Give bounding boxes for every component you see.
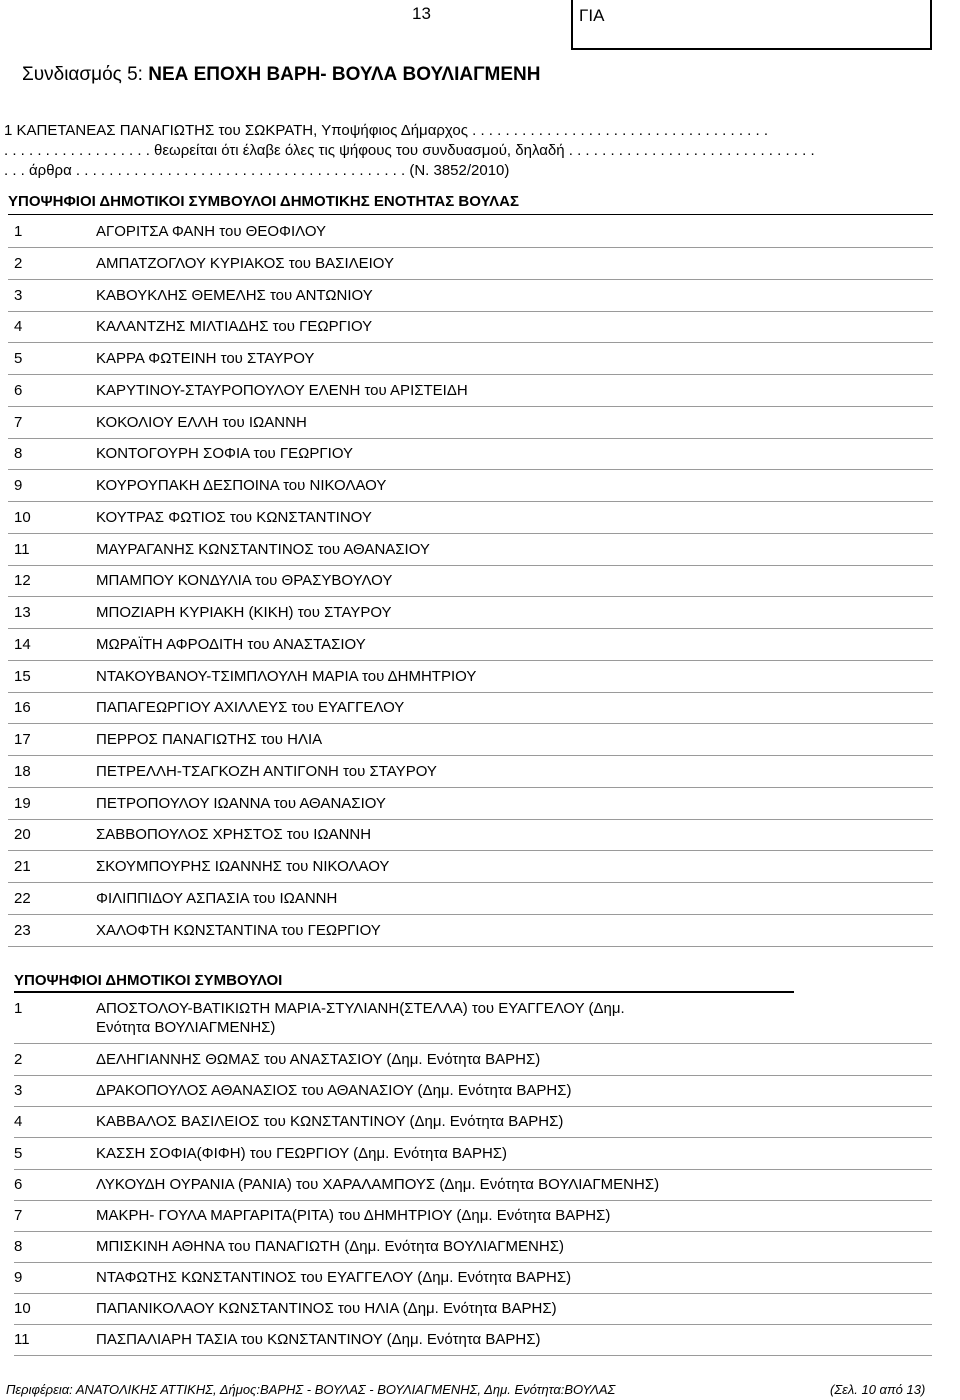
candidate-number: 11 bbox=[14, 540, 30, 558]
row-divider bbox=[8, 946, 933, 947]
candidate-number: 23 bbox=[14, 921, 31, 939]
coalition-name: ΝΕΑ ΕΠΟΧΗ ΒΑΡΗ- ΒΟΥΛΑ ΒΟΥΛΙΑΓΜΕΝΗ bbox=[148, 64, 541, 85]
candidate-number: 22 bbox=[14, 889, 31, 907]
candidate-name: ΜΠΟΖΙΑΡΗ ΚΥΡΙΑΚΗ (ΚΙΚΗ) του ΣΤΑΥΡΟΥ bbox=[96, 604, 392, 621]
row-divider bbox=[8, 819, 933, 820]
candidate-name: ΦΙΛΙΠΠΙΔΟΥ ΑΣΠΑΣΙΑ του ΙΩΑΝΝΗ bbox=[96, 889, 338, 907]
candidate-name: ΑΜΠΑΤΖΟΓΛΟΥ ΚΥΡΙΑΚΟΣ του ΒΑΣΙΛΕΙΟΥ bbox=[96, 254, 394, 272]
row-divider bbox=[8, 501, 933, 502]
row-divider bbox=[14, 1106, 932, 1107]
candidate-number: 12 bbox=[14, 572, 31, 590]
row-divider bbox=[14, 1355, 932, 1356]
row-divider bbox=[8, 628, 933, 629]
candidate-number: 14 bbox=[14, 635, 31, 653]
candidate-number: 5 bbox=[14, 1145, 23, 1162]
row-divider bbox=[8, 596, 933, 597]
mayor-candidate-line: 1 ΚΑΠΕΤΑΝΕΑΣ ΠΑΝΑΓΙΩΤΗΣ του ΣΩΚΡΑΤΗ, Υποψήφιος Δήμαρχος . . . . . . . . . . . . . . . . . . . . . . . . . . . . . . . . . . . . bbox=[4, 122, 769, 139]
candidate-name: ΧΑΛΟΦΤΗ ΚΩΝΣΤΑΝΤΙΝΑ του ΓΕΩΡΓΙΟΥ bbox=[96, 921, 381, 939]
candidate-name: ΝΤΑΦΩΤΗΣ ΚΩΝΣΤΑΝΤΙΝΟΣ του ΕΥΑΓΓΕΛΟΥ (Δημ. Ενότητα ΒΑΡΗΣ) bbox=[96, 1269, 572, 1286]
candidate-name: ΚΟΝΤΟΓΟΥΡΗ ΣΟΦΙΑ του ΓΕΩΡΓΙΟΥ bbox=[96, 445, 354, 463]
candidate-number: 10 bbox=[14, 1300, 31, 1317]
row-divider bbox=[8, 311, 933, 312]
row-divider bbox=[8, 850, 933, 851]
row-divider bbox=[8, 914, 933, 915]
candidate-number: 5 bbox=[14, 350, 23, 367]
candidate-number: 1 bbox=[14, 1000, 23, 1017]
row-divider bbox=[14, 1169, 932, 1170]
candidate-number: 7 bbox=[14, 413, 23, 431]
candidate-name: ΣΚΟΥΜΠΟΥΡΗΣ ΙΩΑΝΝΗΣ του ΝΙΚΟΛΑΟΥ bbox=[96, 858, 390, 875]
page-number: 13 bbox=[412, 4, 431, 23]
candidate-name: ΜΩΡΑΪΤΗ ΑΦΡΟΔΙΤΗ του ΑΝΑΣΤΑΣΙΟΥ bbox=[96, 635, 366, 653]
candidate-number: 1 bbox=[14, 223, 23, 240]
row-divider bbox=[8, 565, 933, 566]
candidate-number: 4 bbox=[14, 1113, 23, 1130]
row-divider bbox=[14, 1293, 932, 1294]
candidate-name: ΚΑΡΡΑ ΦΩΤΕΙΝΗ του ΣΤΑΥΡΟΥ bbox=[96, 350, 315, 367]
candidate-name: ΑΠΟΣΤΟΛΟΥ-ΒΑΤΙΚΙΩΤΗ ΜΑΡΙΑ-ΣΤΥΛΙΑΝΗ(ΣΤΕΛΛΑ) του ΕΥΑΓΓΕΛΟΥ (Δημ. bbox=[96, 1000, 625, 1017]
footer-page-indicator: (Σελ. 10 από 13) bbox=[830, 1382, 926, 1397]
candidate-name: ΜΠΙΣΚΙΝΗ ΑΘΗΝΑ του ΠΑΝΑΓΙΩΤΗ (Δημ. Ενότητα ΒΟΥΛΙΑΓΜΕΝΗΣ) bbox=[96, 1238, 564, 1255]
row-divider bbox=[8, 279, 933, 280]
candidate-number: 16 bbox=[14, 699, 31, 717]
candidate-name-continued: Ενότητα ΒΟΥΛΙΑΓΜΕΝΗΣ) bbox=[96, 1019, 276, 1036]
row-divider bbox=[8, 374, 933, 375]
candidate-number: 6 bbox=[14, 1176, 23, 1193]
candidate-name: ΣΑΒΒΟΠΟΥΛΟΣ ΧΡΗΣΤΟΣ του ΙΩΑΝΝΗ bbox=[96, 826, 372, 844]
candidate-name: ΠΕΤΡΕΛΛΗ-ΤΣΑΓΚΟΖΗ ΑΝΤΙΓΟΝΗ του ΣΤΑΥΡΟΥ bbox=[96, 762, 437, 780]
row-divider bbox=[14, 1200, 932, 1201]
candidate-name: ΚΟΚΟΛΙΟΥ ΕΛΛΗ του ΙΩΑΝΝΗ bbox=[96, 413, 307, 431]
candidate-name: ΚΑΒΟΥΚΛΗΣ ΘΕΜΕΛΗΣ του ΑΝΤΩΝΙΟΥ bbox=[96, 286, 373, 304]
candidate-name: ΠΑΠΑΝΙΚΟΛΑΟΥ ΚΩΝΣΤΑΝΤΙΝΟΣ του ΗΛΙΑ (Δημ. Ενότητα ΒΑΡΗΣ) bbox=[96, 1300, 557, 1317]
row-divider bbox=[8, 882, 933, 883]
candidate-number: 7 bbox=[14, 1207, 23, 1224]
candidate-name: ΚΑΛΑΝΤΖΗΣ ΜΙΛΤΙΑΔΗΣ του ΓΕΩΡΓΙΟΥ bbox=[96, 318, 373, 336]
section-divider bbox=[14, 991, 794, 993]
row-divider bbox=[14, 1075, 932, 1076]
candidate-name: ΜΑΥΡΑΓΑΝΗΣ ΚΩΝΣΤΑΝΤΙΝΟΣ του ΑΘΑΝΑΣΙΟΥ bbox=[96, 540, 430, 558]
coalition-prefix: Συνδιασμός 5: bbox=[22, 64, 149, 85]
candidate-number: 13 bbox=[14, 604, 31, 621]
candidate-number: 21 bbox=[14, 858, 31, 875]
row-divider bbox=[8, 406, 933, 407]
row-divider bbox=[8, 469, 933, 470]
candidate-name: ΔΕΛΗΓΙΑΝΝΗΣ ΘΩΜΑΣ του ΑΝΑΣΤΑΣΙΟΥ (Δημ. Ενότητα ΒΑΡΗΣ) bbox=[96, 1051, 541, 1068]
candidate-number: 4 bbox=[14, 318, 23, 336]
ga-box bbox=[571, 0, 932, 50]
row-divider bbox=[8, 438, 933, 439]
candidate-name: ΔΡΑΚΟΠΟΥΛΟΣ ΑΘΑΝΑΣΙΟΣ του ΑΘΑΝΑΣΙΟΥ (Δημ. Ενότητα ΒΑΡΗΣ) bbox=[96, 1082, 572, 1099]
candidate-name: ΑΓΟΡΙΤΣΑ ΦΑΝΗ του ΘΕΟΦΙΛΟΥ bbox=[96, 223, 327, 240]
candidate-number: 3 bbox=[14, 1082, 23, 1099]
section-heading-councillors: ΥΠΟΨΗΦΙΟΙ ΔΗΜΟΤΙΚΟΙ ΣΥΜΒΟΥΛΟΙ bbox=[14, 972, 283, 989]
candidate-name: ΜΠΑΜΠΟΥ ΚΟΝΔΥΛΙΑ του ΘΡΑΣΥΒΟΥΛΟΥ bbox=[96, 572, 393, 590]
row-divider bbox=[14, 1324, 932, 1325]
law-reference-line: . . . άρθρα . . . . . . . . . . . . . . . . . . . . . . . . . . . . . . . . . . . . . . . . (Ν. 3852/2010) bbox=[4, 162, 510, 179]
candidate-name: ΚΑΡΥΤΙΝΟΥ-ΣΤΑΥΡΟΠΟΥΛΟΥ ΕΛΕΝΗ του ΑΡΙΣΤΕΙΔΗ bbox=[96, 381, 468, 399]
candidate-number: 2 bbox=[14, 1051, 23, 1068]
candidate-number: 9 bbox=[14, 477, 23, 494]
candidate-name: ΚΑΣΣΗ ΣΟΦΙΑ(ΦΙΦΗ) του ΓΕΩΡΓΙΟΥ (Δημ. Ενότητα ΒΑΡΗΣ) bbox=[96, 1145, 508, 1162]
candidate-name: ΜΑΚΡΗ- ΓΟΥΛΑ ΜΑΡΓΑΡΙΤΑ(ΡΙΤΑ) του ΔΗΜΗΤΡΙΟΥ (Δημ. Ενότητα ΒΑΡΗΣ) bbox=[96, 1207, 611, 1224]
candidate-number: 6 bbox=[14, 381, 23, 399]
candidate-number: 11 bbox=[14, 1331, 30, 1348]
candidate-number: 2 bbox=[14, 254, 23, 272]
row-divider bbox=[14, 1262, 932, 1263]
row-divider bbox=[8, 533, 933, 534]
candidate-name: ΠΕΤΡΟΠΟΥΛΟΥ ΙΩΑΝΝΑ του ΑΘΑΝΑΣΙΟΥ bbox=[96, 794, 386, 812]
candidate-name: ΚΟΥΤΡΑΣ ΦΩΤΙΟΣ του ΚΩΝΣΤΑΝΤΙΝΟΥ bbox=[96, 508, 372, 526]
footer-region-text: Περιφέρεια: ΑΝΑΤΟΛΙΚΗΣ ΑΤΤΙΚΗΣ, Δήμος:ΒΑΡΗΣ - ΒΟΥΛΑΣ - ΒΟΥΛΙΑΓΜΕΝΗΣ, Δημ. Ενότητα:ΒΟΥΛΑΣ bbox=[6, 1382, 616, 1397]
row-divider bbox=[14, 1137, 932, 1138]
candidate-number: 17 bbox=[14, 731, 31, 748]
section-divider bbox=[8, 214, 933, 215]
row-divider bbox=[8, 247, 933, 248]
candidate-number: 8 bbox=[14, 445, 23, 463]
ga-label: ΓΙΑ bbox=[579, 6, 605, 25]
candidate-name: ΠΑΣΠΑΛΙΑΡΗ ΤΑΣΙΑ του ΚΩΝΣΤΑΝΤΙΝΟΥ (Δημ. Ενότητα ΒΑΡΗΣ) bbox=[96, 1331, 541, 1348]
candidate-number: 18 bbox=[14, 762, 31, 780]
candidate-number: 3 bbox=[14, 286, 23, 304]
row-divider bbox=[14, 1043, 932, 1044]
row-divider bbox=[8, 660, 933, 661]
candidate-number: 20 bbox=[14, 826, 31, 844]
candidate-number: 10 bbox=[14, 508, 31, 526]
row-divider bbox=[8, 342, 933, 343]
mayor-votes-line: . . . . . . . . . . . . . . . . . . θεωρείται ότι έλαβε όλες τις ψήφους του συνδυασμού, δηλαδή . . . . . . . . . . . . . . . . . . . . . . . . . . . . . . bbox=[4, 142, 815, 159]
candidate-number: 8 bbox=[14, 1238, 23, 1255]
section-heading-voula: ΥΠΟΨΗΦΙΟΙ ΔΗΜΟΤΙΚΟΙ ΣΥΜΒΟΥΛΟΙ ΔΗΜΟΤΙΚΗΣ ΕΝΟΤΗΤΑΣ ΒΟΥΛΑΣ bbox=[8, 193, 519, 210]
row-divider bbox=[8, 723, 933, 724]
candidate-name: ΠΕΡΡΟΣ ΠΑΝΑΓΙΩΤΗΣ του ΗΛΙΑ bbox=[96, 731, 323, 748]
candidate-name: ΠΑΠΑΓΕΩΡΓΙΟΥ ΑΧΙΛΛΕΥΣ του ΕΥΑΓΓΕΛΟΥ bbox=[96, 699, 405, 717]
candidate-number: 15 bbox=[14, 667, 31, 685]
candidate-name: ΛΥΚΟΥΔΗ ΟΥΡΑΝΙΑ (ΡΑΝΙΑ) του ΧΑΡΑΛΑΜΠΟΥΣ (Δημ. Ενότητα ΒΟΥΛΙΑΓΜΕΝΗΣ) bbox=[96, 1176, 660, 1193]
row-divider bbox=[8, 692, 933, 693]
candidate-name: ΝΤΑΚΟΥΒΑΝΟΥ-ΤΣΙΜΠΛΟΥΛΗ ΜΑΡΙΑ του ΔΗΜΗΤΡΙΟΥ bbox=[96, 667, 477, 685]
row-divider bbox=[8, 755, 933, 756]
candidate-number: 19 bbox=[14, 794, 31, 812]
row-divider bbox=[8, 787, 933, 788]
candidate-name: ΚΑΒΒΑΛΟΣ ΒΑΣΙΛΕΙΟΣ του ΚΩΝΣΤΑΝΤΙΝΟΥ (Δημ. Ενότητα ΒΑΡΗΣ) bbox=[96, 1113, 564, 1130]
candidate-name: ΚΟΥΡΟΥΠΑΚΗ ΔΕΣΠΟΙΝΑ του ΝΙΚΟΛΑΟΥ bbox=[96, 477, 387, 494]
coalition-title bbox=[22, 64, 540, 86]
candidate-number: 9 bbox=[14, 1269, 23, 1286]
row-divider bbox=[14, 1231, 932, 1232]
